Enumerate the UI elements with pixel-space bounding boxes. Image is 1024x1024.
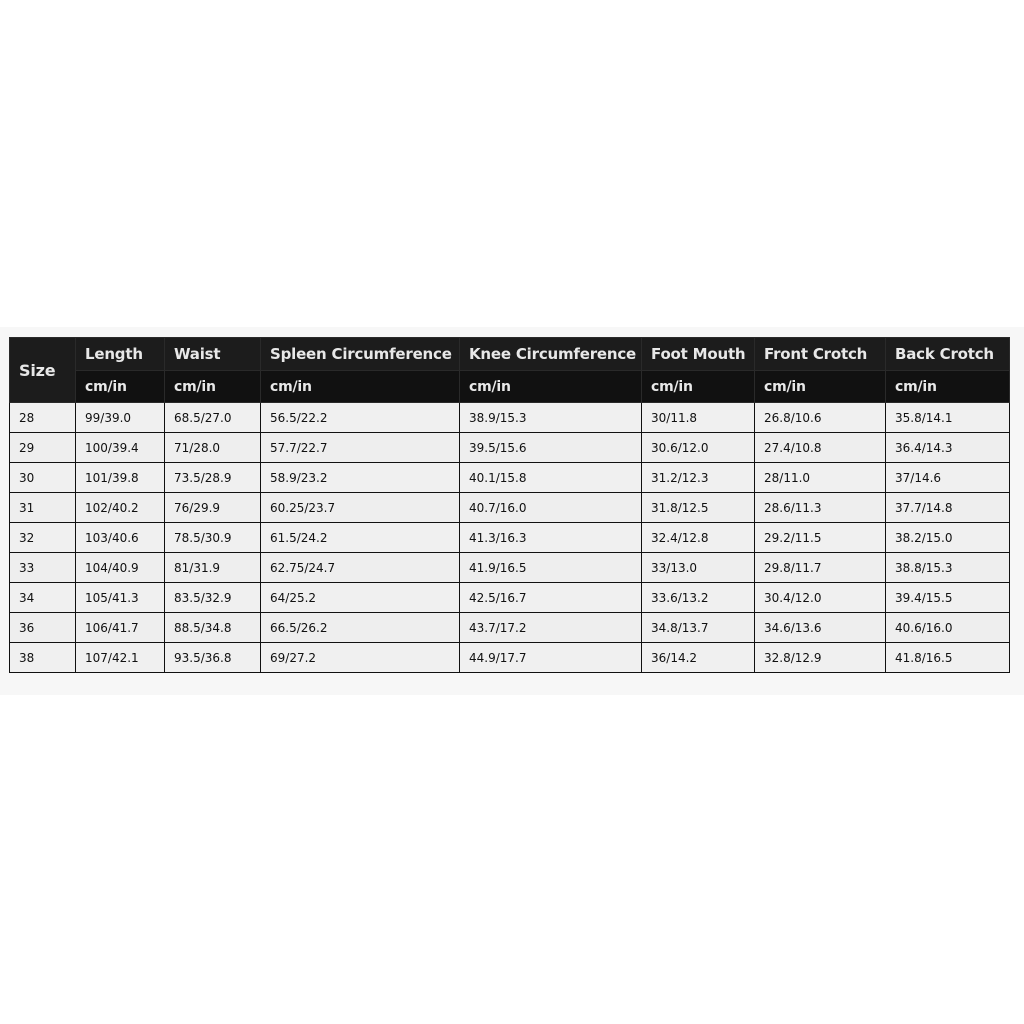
front-crotch-cell: 32.8/12.9 <box>755 643 886 673</box>
foot-mouth-cell: 32.4/12.8 <box>642 523 755 553</box>
knee-circumference-cell: 38.9/15.3 <box>460 403 642 433</box>
front-crotch-cell: 29.2/11.5 <box>755 523 886 553</box>
unit-label-waist: cm/in <box>165 371 261 403</box>
table-row <box>10 613 1010 643</box>
spleen-circumference-cell: 62.75/24.7 <box>261 553 460 583</box>
back-crotch-cell: 39.4/15.5 <box>886 583 1010 613</box>
length-cell: 104/40.9 <box>76 553 165 583</box>
front-crotch-cell: 28.6/11.3 <box>755 493 886 523</box>
front-crotch-cell: 27.4/10.8 <box>755 433 886 463</box>
back-crotch-cell: 38.2/15.0 <box>886 523 1010 553</box>
waist-cell: 81/31.9 <box>165 553 261 583</box>
back-crotch-cell: 37/14.6 <box>886 463 1010 493</box>
front-crotch-cell: 28/11.0 <box>755 463 886 493</box>
column-header-foot-mouth: Foot Mouth <box>642 338 755 371</box>
foot-mouth-cell: 36/14.2 <box>642 643 755 673</box>
knee-circumference-cell: 43.7/17.2 <box>460 613 642 643</box>
column-header-knee-circumference: Knee Circumference <box>460 338 642 371</box>
unit-label-foot-mouth: cm/in <box>642 371 755 403</box>
waist-cell: 76/29.9 <box>165 493 261 523</box>
unit-row <box>10 371 1010 403</box>
foot-mouth-cell: 31.2/12.3 <box>642 463 755 493</box>
header-row <box>10 338 1010 371</box>
spleen-circumference-cell: 69/27.2 <box>261 643 460 673</box>
table-row <box>10 523 1010 553</box>
front-crotch-cell: 29.8/11.7 <box>755 553 886 583</box>
column-header-waist: Waist <box>165 338 261 371</box>
unit-label-knee-circumference: cm/in <box>460 371 642 403</box>
knee-circumference-cell: 39.5/15.6 <box>460 433 642 463</box>
column-header-spleen-circumference: Spleen Circumference <box>261 338 460 371</box>
spleen-circumference-cell: 58.9/23.2 <box>261 463 460 493</box>
back-crotch-cell: 40.6/16.0 <box>886 613 1010 643</box>
spleen-circumference-cell: 66.5/26.2 <box>261 613 460 643</box>
foot-mouth-cell: 33/13.0 <box>642 553 755 583</box>
waist-cell: 78.5/30.9 <box>165 523 261 553</box>
table-row <box>10 643 1010 673</box>
back-crotch-cell: 37.7/14.8 <box>886 493 1010 523</box>
spleen-circumference-cell: 64/25.2 <box>261 583 460 613</box>
knee-circumference-cell: 44.9/17.7 <box>460 643 642 673</box>
front-crotch-cell: 34.6/13.6 <box>755 613 886 643</box>
unit-label-spleen-circumference: cm/in <box>261 371 460 403</box>
waist-cell: 68.5/27.0 <box>165 403 261 433</box>
foot-mouth-cell: 33.6/13.2 <box>642 583 755 613</box>
length-cell: 99/39.0 <box>76 403 165 433</box>
front-crotch-cell: 30.4/12.0 <box>755 583 886 613</box>
length-cell: 100/39.4 <box>76 433 165 463</box>
knee-circumference-cell: 41.9/16.5 <box>460 553 642 583</box>
size-cell: 33 <box>10 553 76 583</box>
length-cell: 107/42.1 <box>76 643 165 673</box>
table-row <box>10 583 1010 613</box>
waist-cell: 83.5/32.9 <box>165 583 261 613</box>
back-crotch-cell: 35.8/14.1 <box>886 403 1010 433</box>
waist-cell: 71/28.0 <box>165 433 261 463</box>
length-cell: 102/40.2 <box>76 493 165 523</box>
table-row <box>10 493 1010 523</box>
knee-circumference-cell: 40.7/16.0 <box>460 493 642 523</box>
waist-cell: 93.5/36.8 <box>165 643 261 673</box>
waist-cell: 73.5/28.9 <box>165 463 261 493</box>
size-cell: 28 <box>10 403 76 433</box>
unit-label-front-crotch: cm/in <box>755 371 886 403</box>
column-header-front-crotch: Front Crotch <box>755 338 886 371</box>
unit-label-back-crotch: cm/in <box>886 371 1010 403</box>
foot-mouth-cell: 34.8/13.7 <box>642 613 755 643</box>
length-cell: 105/41.3 <box>76 583 165 613</box>
size-cell: 38 <box>10 643 76 673</box>
size-cell: 29 <box>10 433 76 463</box>
table-row <box>10 433 1010 463</box>
length-cell: 103/40.6 <box>76 523 165 553</box>
size-chart-table <box>9 337 1010 673</box>
foot-mouth-cell: 30.6/12.0 <box>642 433 755 463</box>
size-column-header: Size <box>10 338 76 403</box>
unit-label-length: cm/in <box>76 371 165 403</box>
size-cell: 34 <box>10 583 76 613</box>
column-header-length: Length <box>76 338 165 371</box>
table-row <box>10 403 1010 433</box>
spleen-circumference-cell: 57.7/22.7 <box>261 433 460 463</box>
knee-circumference-cell: 40.1/15.8 <box>460 463 642 493</box>
size-cell: 31 <box>10 493 76 523</box>
foot-mouth-cell: 31.8/12.5 <box>642 493 755 523</box>
spleen-circumference-cell: 61.5/24.2 <box>261 523 460 553</box>
front-crotch-cell: 26.8/10.6 <box>755 403 886 433</box>
spleen-circumference-cell: 56.5/22.2 <box>261 403 460 433</box>
back-crotch-cell: 38.8/15.3 <box>886 553 1010 583</box>
size-cell: 32 <box>10 523 76 553</box>
length-cell: 106/41.7 <box>76 613 165 643</box>
waist-cell: 88.5/34.8 <box>165 613 261 643</box>
knee-circumference-cell: 41.3/16.3 <box>460 523 642 553</box>
size-chart-body <box>10 403 1010 673</box>
back-crotch-cell: 36.4/14.3 <box>886 433 1010 463</box>
column-header-back-crotch: Back Crotch <box>886 338 1010 371</box>
size-cell: 36 <box>10 613 76 643</box>
table-row <box>10 463 1010 493</box>
table-row <box>10 553 1010 583</box>
back-crotch-cell: 41.8/16.5 <box>886 643 1010 673</box>
spleen-circumference-cell: 60.25/23.7 <box>261 493 460 523</box>
knee-circumference-cell: 42.5/16.7 <box>460 583 642 613</box>
length-cell: 101/39.8 <box>76 463 165 493</box>
foot-mouth-cell: 30/11.8 <box>642 403 755 433</box>
size-chart-header <box>10 338 1010 403</box>
size-cell: 30 <box>10 463 76 493</box>
